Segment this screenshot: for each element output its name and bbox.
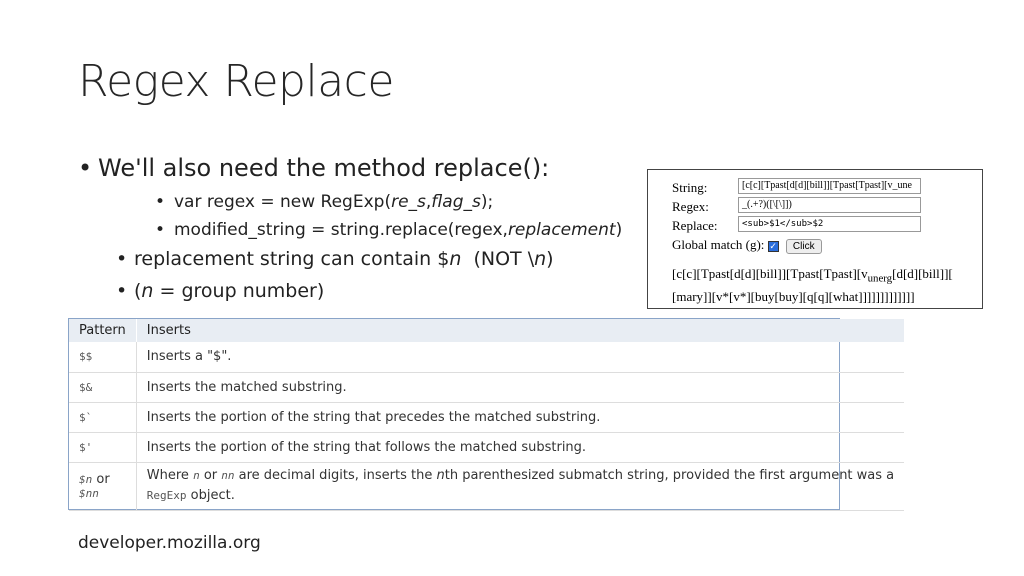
string-label: String: (672, 180, 708, 195)
table-row: $$ Inserts a "$". (69, 342, 904, 372)
replace-label: Replace: (672, 218, 718, 233)
pattern-header: Pattern (69, 319, 136, 342)
inserts-header: Inserts (136, 319, 904, 342)
table-row: $' Inserts the portion of the string that follows the matched substring. (69, 432, 904, 462)
string-input[interactable]: [c[c][Tpast[d[d][bill]][Tpast[Tpast][v_une (738, 178, 921, 194)
bullet-replace-method: • We'll also need the method replace(): (78, 154, 622, 192)
regex-row (672, 199, 792, 217)
string-row (672, 180, 912, 198)
bullet-group-number: • (n = group number) (78, 280, 622, 312)
global-checkbox[interactable]: ✓ (769, 240, 777, 251)
table-row: $& Inserts the matched substring. (69, 372, 904, 402)
bullet-regexp-constructor: • var regex = new RegExp(re_s,flag_s); (78, 192, 622, 220)
regex-output: [$c[c][Tpast[d[d][bill]][Tpast[Tpast][v_{unerg}[d[d][bill]]$[ [mary]][v*[v*][buy[buy][q[q][what]]]]]]]]]]]]] (672, 266, 953, 304)
bullet-replacement-string: • replacement string can contain $n (NOT \n) (78, 248, 622, 280)
regex-demo-screenshot (647, 169, 983, 309)
bullet-list (78, 154, 622, 312)
replace-row (672, 218, 824, 236)
global-row (672, 237, 822, 255)
global-label: Global match (g): (672, 237, 765, 252)
slide-title: Regex Replace (78, 56, 394, 107)
source-footer: developer.mozilla.org (78, 533, 261, 553)
replace-input[interactable]: <sub>$1</sub>$2 (738, 216, 921, 232)
regex-label: Regex: (672, 199, 709, 214)
table-row: $n or $nn Where n or nn are decimal digits, inserts the nth parenthesized submatch string, provided the first argument was a RegExp object. (69, 462, 904, 510)
regex-input[interactable]: _(.+?)([\[\]]) (738, 197, 921, 213)
click-button[interactable]: Click (786, 239, 822, 254)
replacement-patterns-table (68, 318, 895, 510)
table-row: $` Inserts the portion of the string that precedes the matched substring. (69, 402, 904, 432)
bullet-replace-call: • modified_string = string.replace(regex,replacement) (78, 220, 622, 248)
